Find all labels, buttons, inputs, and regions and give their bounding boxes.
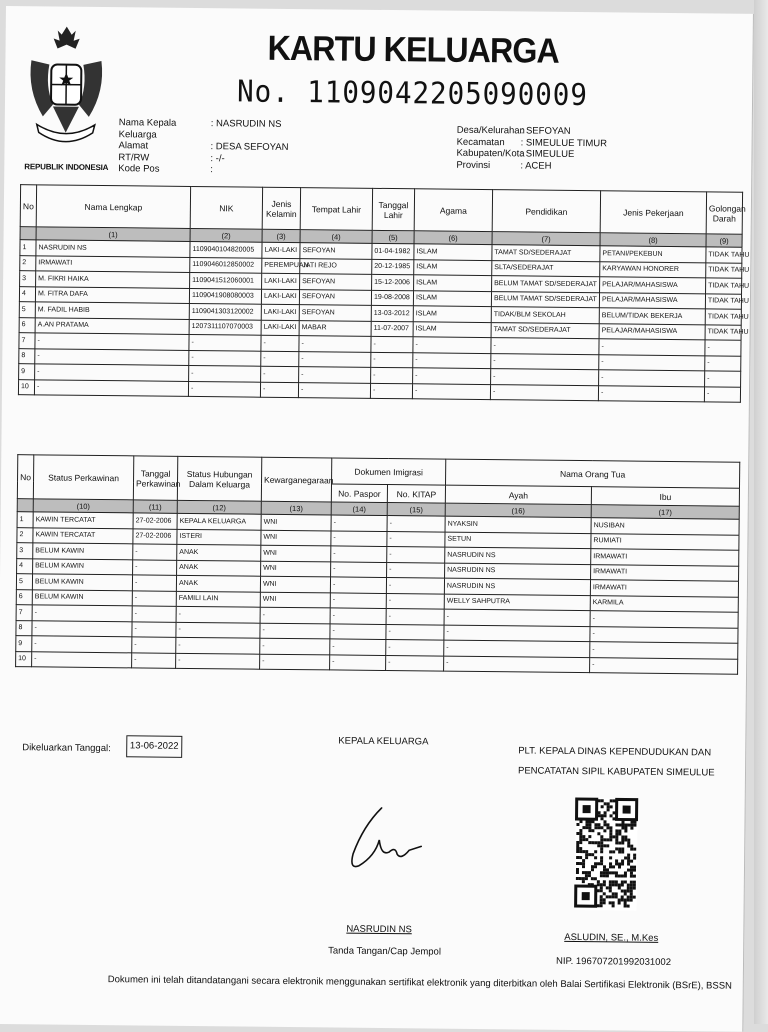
table-cell: - bbox=[387, 516, 445, 532]
column-number: (16) bbox=[445, 503, 591, 518]
table-cell: - bbox=[299, 336, 371, 352]
qr-code-icon bbox=[575, 798, 638, 911]
table-cell: - bbox=[189, 350, 261, 366]
table-cell: - bbox=[260, 654, 330, 670]
table-cell: MABAR bbox=[299, 320, 371, 336]
field-label: RT/RW bbox=[118, 152, 210, 164]
table-cell: ANAK bbox=[177, 560, 261, 576]
table-cell: - bbox=[444, 640, 590, 657]
table-cell: - bbox=[133, 544, 177, 560]
table-cell: - bbox=[590, 611, 738, 628]
table-cell: - bbox=[386, 593, 444, 609]
table-cell: - bbox=[599, 354, 705, 371]
table-cell: KARMILA bbox=[590, 595, 738, 612]
table-cell: 3 bbox=[17, 543, 33, 559]
table-cell: - bbox=[133, 559, 177, 575]
table-cell: - bbox=[132, 621, 176, 637]
table-cell: 7 bbox=[19, 333, 35, 349]
table-cell: - bbox=[176, 637, 260, 653]
table-cell: - bbox=[386, 578, 444, 594]
table-cell: - bbox=[261, 351, 299, 367]
table-cell: - bbox=[189, 365, 261, 381]
issued-date-value: 13-06-2022 bbox=[126, 735, 182, 758]
table-cell: PEREMPUAN bbox=[262, 258, 300, 274]
field-value: : -/- bbox=[210, 153, 224, 165]
table-cell: SEFOYAN bbox=[300, 243, 372, 259]
table-cell: ISLAM bbox=[414, 244, 492, 260]
table-cell: M. FITRA DAFA bbox=[35, 286, 189, 303]
table-cell: - bbox=[331, 530, 387, 546]
table-cell: TIDAK TAHU bbox=[706, 278, 742, 294]
household-head-name: NASRUDIN NS bbox=[346, 924, 412, 936]
table-cell: - bbox=[371, 336, 413, 352]
table-cell: - bbox=[387, 562, 445, 578]
table-cell: - bbox=[590, 626, 738, 643]
table-cell: - bbox=[176, 606, 260, 622]
table-cell: - bbox=[386, 655, 444, 671]
column-number: (9) bbox=[706, 234, 742, 247]
column-number: (14) bbox=[331, 502, 387, 516]
table-cell: TAMAT SD/SEDERAJAT bbox=[491, 322, 599, 339]
table-cell: SEFOYAN bbox=[299, 289, 371, 305]
family-members-table bbox=[18, 184, 743, 403]
table-cell: IRMAWATI bbox=[36, 255, 190, 272]
table-cell: 6 bbox=[19, 317, 35, 333]
official-name: ASLUDIN, SE., M.Kes bbox=[564, 932, 658, 944]
table-cell: 13-03-2012 bbox=[371, 305, 413, 321]
table-cell: 5 bbox=[19, 302, 35, 318]
table-cell: - bbox=[330, 623, 386, 639]
column-number: (5) bbox=[372, 230, 414, 243]
table-cell: - bbox=[444, 656, 590, 673]
household-info-right bbox=[456, 125, 607, 173]
field-value: : DESA SEFOYAN bbox=[210, 141, 288, 153]
column-header: Status Perkawinan bbox=[33, 455, 133, 500]
table-cell: IRMAWATI bbox=[591, 564, 739, 581]
column-header: Nama Lengkap bbox=[36, 185, 190, 229]
table-cell: - bbox=[176, 622, 260, 638]
column-header: NIK bbox=[190, 186, 262, 229]
table-cell: LAKI-LAKI bbox=[262, 242, 300, 258]
field-value: : SIMEULUE bbox=[520, 148, 574, 160]
table-cell: - bbox=[32, 636, 132, 653]
table-cell: SETUN bbox=[445, 532, 591, 549]
table-cell: A.AN PRATAMA bbox=[35, 317, 189, 334]
table-cell: - bbox=[590, 657, 738, 674]
column-subheader: No. KITAP bbox=[387, 485, 445, 504]
table-cell: BELUM KAWIN bbox=[32, 574, 132, 591]
table-cell: - bbox=[330, 654, 386, 670]
scan-edge-shadow bbox=[754, 0, 768, 1024]
table-cell: ANAK bbox=[176, 575, 260, 591]
signature-caption: Tanda Tangan/Cap Jempol bbox=[328, 945, 441, 957]
table-cell: - bbox=[386, 640, 444, 656]
column-header: Tempat Lahir bbox=[300, 188, 372, 231]
table-cell: - bbox=[413, 337, 491, 353]
official-title-line: PENCATATAN SIPIL KABUPATEN SIMEULUE bbox=[518, 761, 728, 783]
table-cell: NASRUDIN NS bbox=[445, 547, 591, 564]
emblem-caption: REPUBLIK INDONESIA bbox=[24, 162, 108, 172]
field-label: Kecamatan bbox=[457, 136, 521, 148]
table-cell: 3 bbox=[20, 271, 36, 287]
official-title-line: PLT. KEPALA DINAS KEPENDUDUKAN DAN bbox=[518, 741, 728, 763]
table-cell: WNI bbox=[261, 545, 331, 561]
column-header: Pendidikan bbox=[492, 190, 600, 233]
table-cell: 6 bbox=[16, 589, 32, 605]
table-cell: BELUM TAMAT SD/SEDERAJAT bbox=[492, 276, 600, 293]
table-cell: - bbox=[189, 334, 261, 350]
table-cell: ISLAM bbox=[414, 275, 492, 291]
table-cell: 9 bbox=[16, 636, 32, 652]
column-subheader: Ayah bbox=[445, 485, 591, 505]
table-cell: - bbox=[413, 352, 491, 368]
table-cell: 1 bbox=[20, 240, 36, 256]
table-cell: - bbox=[371, 352, 413, 368]
table-cell: PETANI/PEKEBUN bbox=[600, 246, 706, 263]
table-cell: TIDAK TAHU bbox=[705, 324, 741, 340]
field-value: : ACEH bbox=[520, 160, 551, 172]
table-cell: NYAKSIN bbox=[445, 516, 591, 533]
table-cell: - bbox=[260, 623, 330, 639]
table-cell: - bbox=[590, 642, 738, 659]
table-cell: KEPALA KELUARGA bbox=[177, 513, 261, 529]
family-status-table bbox=[15, 454, 740, 675]
table-cell: 1207311107070003 bbox=[189, 319, 261, 335]
table-cell: TIDAK/BLM SEKOLAH bbox=[491, 307, 599, 324]
table-cell: 1109041303120002 bbox=[189, 303, 261, 319]
column-subheader: No. Paspor bbox=[331, 484, 387, 503]
table-cell: - bbox=[260, 382, 298, 398]
field-value: : SIMEULUE TIMUR bbox=[521, 137, 608, 149]
table-cell: NUSIBAN bbox=[591, 518, 739, 535]
table-cell: - bbox=[260, 638, 330, 654]
table-cell: - bbox=[386, 609, 444, 625]
official-title bbox=[518, 741, 728, 783]
table-cell: TIDAK TAHU bbox=[706, 247, 742, 263]
field-row bbox=[119, 117, 289, 142]
table-cell: - bbox=[330, 608, 386, 624]
field-row bbox=[456, 159, 607, 172]
table-cell: - bbox=[132, 575, 176, 591]
family-card-document bbox=[0, 6, 754, 1032]
table-cell: FAMILI LAIN bbox=[176, 591, 260, 607]
column-header: Dokumen Imigrasi bbox=[332, 458, 446, 485]
column-number: (7) bbox=[492, 232, 600, 246]
table-cell: 10 bbox=[16, 651, 32, 667]
table-cell: M. FADIL HABIB bbox=[35, 302, 189, 319]
table-cell: LAKI-LAKI bbox=[261, 304, 299, 320]
table-cell: - bbox=[35, 348, 189, 365]
column-number: (3) bbox=[262, 229, 300, 242]
column-subheader: Ibu bbox=[591, 487, 739, 507]
table-cell: - bbox=[299, 351, 371, 367]
field-label: Alamat bbox=[118, 140, 210, 152]
column-number bbox=[17, 499, 33, 512]
table-cell: NASRUDIN NS bbox=[36, 240, 190, 257]
column-header: Nama Orang Tua bbox=[446, 459, 740, 488]
table-cell: - bbox=[35, 364, 189, 381]
table-cell: - bbox=[387, 531, 445, 547]
column-number: (8) bbox=[600, 233, 706, 247]
table-cell: ISLAM bbox=[413, 306, 491, 322]
table-cell: IRMAWATI bbox=[590, 580, 738, 597]
field-row bbox=[118, 163, 288, 176]
field-value: : bbox=[210, 164, 213, 176]
column-number: (10) bbox=[33, 499, 133, 513]
table-cell: KAWIN TERCATAT bbox=[33, 512, 133, 529]
table-cell: - bbox=[331, 546, 387, 562]
column-header: Tanggal Lahir bbox=[372, 188, 414, 230]
table-cell: SLTA/SEDERAJAT bbox=[492, 260, 600, 277]
table-cell: LAKI-LAKI bbox=[261, 320, 299, 336]
table-cell: - bbox=[705, 340, 741, 356]
field-label: Desa/Kelurahan bbox=[457, 125, 521, 137]
table-cell: 27-02-2006 bbox=[133, 513, 177, 529]
column-header: Status Hubungan Dalam Keluarga bbox=[177, 456, 261, 501]
table-cell: - bbox=[188, 381, 260, 397]
table-cell: 4 bbox=[17, 558, 33, 574]
table-cell: - bbox=[330, 577, 386, 593]
table-cell: 7 bbox=[16, 605, 32, 621]
table-cell: WELLY SAHPUTRA bbox=[444, 594, 590, 611]
table-cell: WNI bbox=[261, 514, 331, 530]
column-header: Agama bbox=[414, 189, 492, 232]
table-cell: 2 bbox=[20, 255, 36, 271]
issued-date-label: Dikeluarkan Tanggal: bbox=[22, 742, 111, 754]
table-cell: RUMIATI bbox=[591, 533, 739, 550]
table-cell: - bbox=[705, 355, 741, 371]
table-cell: PELAJAR/MAHASISWA bbox=[599, 323, 705, 340]
table-cell: - bbox=[331, 561, 387, 577]
household-info-left bbox=[118, 117, 289, 176]
table-cell: 1109040104820005 bbox=[190, 241, 262, 257]
table-cell: - bbox=[35, 333, 189, 350]
table-cell: 1109041512060001 bbox=[190, 272, 262, 288]
table-cell: - bbox=[330, 592, 386, 608]
column-header: No bbox=[17, 455, 33, 499]
field-value: : NASRUDIN NS bbox=[211, 118, 282, 142]
field-value: : SEFOYAN bbox=[521, 125, 571, 137]
table-cell: - bbox=[444, 609, 590, 626]
table-cell: PELAJAR/MAHASISWA bbox=[600, 277, 706, 294]
table-cell: - bbox=[261, 335, 299, 351]
column-number: (2) bbox=[190, 228, 262, 242]
table-cell: TAMAT SD/SEDERAJAT bbox=[492, 245, 600, 262]
table-cell: 20-12-1985 bbox=[372, 259, 414, 275]
table-cell: - bbox=[386, 624, 444, 640]
column-header: Golongan Darah bbox=[706, 192, 742, 234]
table-cell: - bbox=[331, 515, 387, 531]
column-header: Tanggal Perkawinan bbox=[133, 456, 177, 500]
table-cell: ISLAM bbox=[413, 321, 491, 337]
table-cell: - bbox=[599, 370, 705, 387]
table-cell: ANAK bbox=[177, 544, 261, 560]
column-header: No bbox=[20, 185, 36, 227]
table-cell: 11-07-2007 bbox=[371, 321, 413, 337]
table-cell: TIDAK TAHU bbox=[706, 262, 742, 278]
table-cell: NASRUDIN NS bbox=[445, 563, 591, 580]
table-cell: - bbox=[490, 384, 598, 401]
document-number: No. 1109042205090009 bbox=[237, 74, 588, 113]
column-header: Kewarganegaraan bbox=[261, 457, 331, 502]
handwritten-signature-icon bbox=[345, 800, 426, 881]
table-cell: JATI REJO bbox=[300, 258, 372, 274]
table-cell: LAKI-LAKI bbox=[262, 273, 300, 289]
table-cell: NASRUDIN NS bbox=[444, 578, 590, 595]
table-cell: LAKI-LAKI bbox=[261, 289, 299, 305]
table-cell: BELUM TAMAT SD/SEDERAJAT bbox=[491, 291, 599, 308]
table-cell: 1 bbox=[17, 512, 33, 528]
column-number: (12) bbox=[177, 500, 261, 514]
table-cell: 8 bbox=[19, 348, 35, 364]
table-cell: - bbox=[412, 383, 490, 399]
table-cell: - bbox=[176, 653, 260, 669]
table-cell: 1109041908080003 bbox=[189, 288, 261, 304]
field-label: Kode Pos bbox=[118, 163, 210, 175]
table-cell: - bbox=[32, 605, 132, 622]
table-cell: - bbox=[491, 369, 599, 386]
table-cell: 10 bbox=[18, 379, 34, 395]
table-cell: - bbox=[260, 607, 330, 623]
table-cell: 2 bbox=[17, 527, 33, 543]
table-cell: KARYAWAN HONORER bbox=[600, 261, 706, 278]
household-head-label: KEPALA KELUARGA bbox=[338, 736, 428, 748]
table-cell: - bbox=[261, 366, 299, 382]
table-cell: 9 bbox=[19, 364, 35, 380]
table-cell: - bbox=[132, 637, 176, 653]
column-number: (1) bbox=[36, 227, 190, 242]
column-number: (11) bbox=[133, 500, 177, 513]
column-number bbox=[20, 227, 36, 240]
table-cell: IRMAWATI bbox=[591, 549, 739, 566]
table-cell: 27-02-2006 bbox=[133, 528, 177, 544]
table-cell: - bbox=[32, 620, 132, 637]
field-label: Provinsi bbox=[456, 159, 520, 171]
table-cell: ISLAM bbox=[414, 259, 492, 275]
column-number: (17) bbox=[591, 505, 739, 520]
table-cell: - bbox=[387, 547, 445, 563]
table-cell: - bbox=[32, 651, 132, 668]
table-cell: BELUM KAWIN bbox=[33, 543, 133, 560]
table-cell: - bbox=[598, 385, 704, 402]
table-cell: BELUM KAWIN bbox=[32, 589, 132, 606]
table-cell: - bbox=[599, 339, 705, 356]
table-cell: BELUM KAWIN bbox=[33, 558, 133, 575]
table-cell: WNI bbox=[260, 592, 330, 608]
table-cell: BELUM/TIDAK BEKERJA bbox=[599, 308, 705, 325]
official-nip: NIP. 196707201992031002 bbox=[556, 956, 671, 968]
document-title: KARTU KELUARGA bbox=[267, 29, 559, 72]
table-cell: TIDAK TAHU bbox=[705, 309, 741, 325]
table-cell: - bbox=[444, 625, 590, 642]
table-cell: SEFOYAN bbox=[300, 274, 372, 290]
table-cell: 4 bbox=[19, 286, 35, 302]
column-number: (6) bbox=[414, 231, 492, 245]
table-cell: 01-04-1982 bbox=[372, 243, 414, 259]
table-cell: 8 bbox=[16, 620, 32, 636]
field-label: Nama Kepala Keluarga bbox=[119, 117, 211, 141]
table-cell: SEFOYAN bbox=[299, 305, 371, 321]
column-header: Jenis Kelamin bbox=[262, 187, 300, 229]
table-cell: - bbox=[705, 371, 741, 387]
column-header: Jenis Pekerjaan bbox=[600, 191, 706, 234]
table-cell: - bbox=[34, 379, 188, 396]
table-cell: - bbox=[132, 590, 176, 606]
table-cell: ISTERI bbox=[177, 529, 261, 545]
table-cell: - bbox=[371, 367, 413, 383]
table-cell: 1109046012850002 bbox=[190, 257, 262, 273]
table-cell: PELAJAR/MAHASISWA bbox=[599, 292, 705, 309]
table-cell: 5 bbox=[16, 574, 32, 590]
table-cell: WNI bbox=[261, 530, 331, 546]
table-cell: - bbox=[132, 652, 176, 668]
table-cell: WNI bbox=[260, 576, 330, 592]
table-cell: - bbox=[491, 353, 599, 370]
table-cell: - bbox=[704, 386, 740, 402]
table-cell: - bbox=[298, 382, 370, 398]
electronic-signature-disclaimer: Dokumen ini telah ditandatangani secara elektronik menggunakan sertifikat elektronik yang diterbitkan oleh Balai Sertifikasi Elektronik (BSrE), BSSN bbox=[108, 974, 732, 992]
table-cell: - bbox=[413, 368, 491, 384]
column-number: (13) bbox=[261, 501, 331, 515]
table-cell: WNI bbox=[261, 561, 331, 577]
table-cell: M. FIKRI HAIKA bbox=[36, 271, 190, 288]
table-cell: KAWIN TERCATAT bbox=[33, 527, 133, 544]
garuda-emblem-icon bbox=[22, 20, 110, 169]
table-cell: 15-12-2006 bbox=[372, 274, 414, 290]
table-cell: TIDAK TAHU bbox=[705, 293, 741, 309]
table-cell: 19-08-2008 bbox=[371, 290, 413, 306]
table-cell: - bbox=[132, 606, 176, 622]
table-cell: - bbox=[330, 639, 386, 655]
column-number: (15) bbox=[387, 503, 445, 517]
column-number: (4) bbox=[300, 230, 372, 244]
field-label: Kabupaten/Kota bbox=[456, 148, 520, 160]
table-cell: - bbox=[491, 338, 599, 355]
table-cell: ISLAM bbox=[413, 290, 491, 306]
table-cell: - bbox=[299, 367, 371, 383]
table-cell: - bbox=[370, 383, 412, 399]
